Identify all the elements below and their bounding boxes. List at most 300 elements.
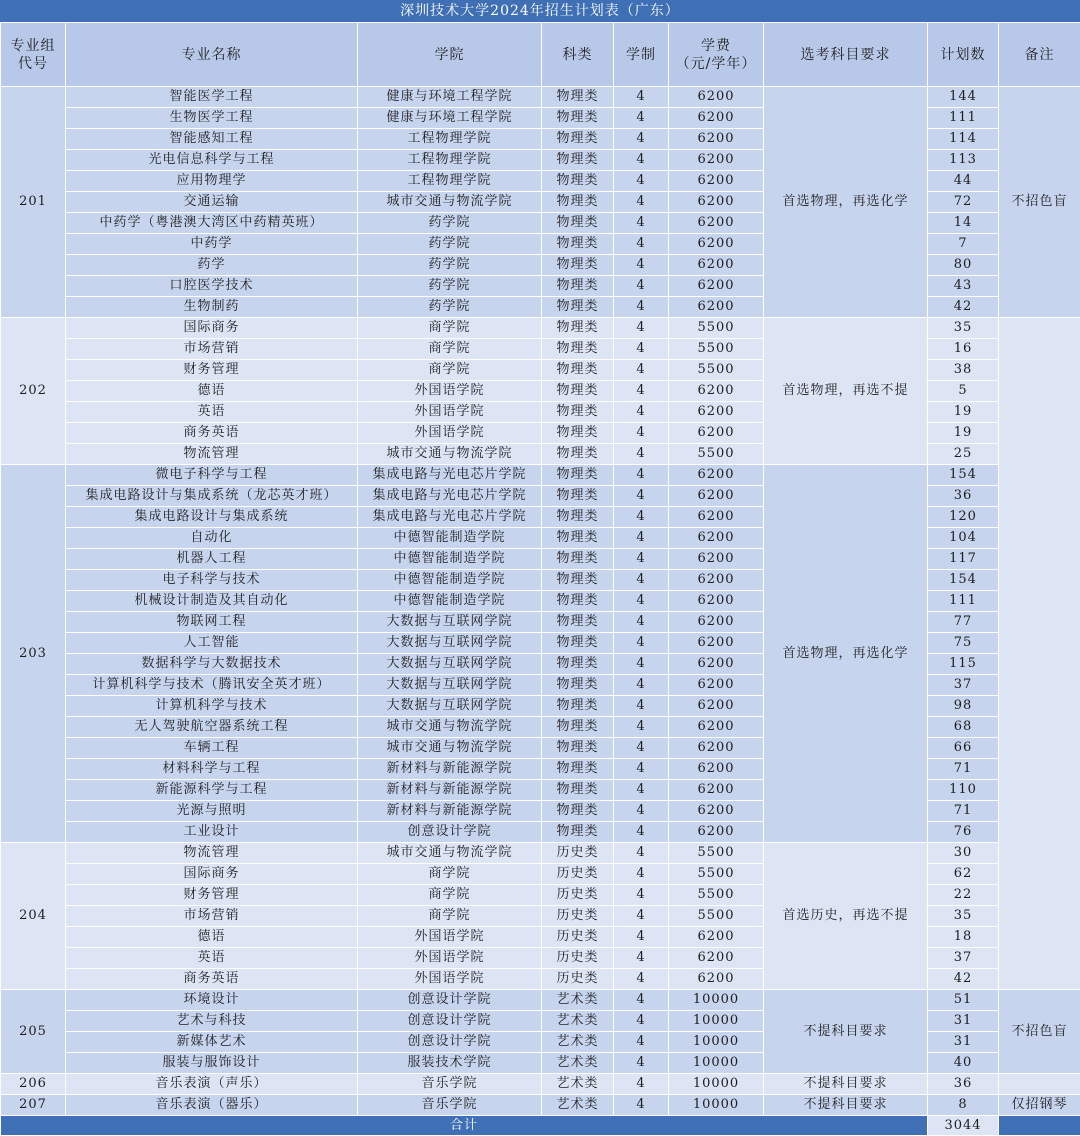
subjects-cell: 不提科目要求	[764, 1074, 928, 1095]
subjects-cell: 首选历史，再选不提	[764, 843, 928, 990]
fee-cell: 6200	[669, 486, 764, 507]
major-cell: 智能医学工程	[66, 87, 358, 108]
major-cell: 德语	[66, 381, 358, 402]
years-cell: 4	[614, 381, 669, 402]
category-cell: 历史类	[542, 864, 614, 885]
college-cell: 外国语学院	[358, 948, 542, 969]
major-cell: 无人驾驶航空器系统工程	[66, 717, 358, 738]
major-cell: 光电信息科学与工程	[66, 150, 358, 171]
header-college: 学院	[358, 23, 542, 87]
college-cell: 城市交通与物流学院	[358, 717, 542, 738]
college-cell: 中德智能制造学院	[358, 570, 542, 591]
category-cell: 物理类	[542, 675, 614, 696]
major-cell: 新能源科学与工程	[66, 780, 358, 801]
major-cell: 中药学（粤港澳大湾区中药精英班）	[66, 213, 358, 234]
plan-cell: 37	[928, 948, 999, 969]
subjects-cell: 首选物理，再选化学	[764, 87, 928, 318]
major-cell: 人工智能	[66, 633, 358, 654]
major-cell: 环境设计	[66, 990, 358, 1011]
years-cell: 4	[614, 486, 669, 507]
category-cell: 物理类	[542, 696, 614, 717]
years-cell: 4	[614, 906, 669, 927]
plan-cell: 31	[928, 1032, 999, 1053]
table-body	[1, 87, 1080, 1116]
plan-cell: 80	[928, 255, 999, 276]
fee-cell: 5500	[669, 906, 764, 927]
plan-cell: 144	[928, 87, 999, 108]
years-cell: 4	[614, 822, 669, 843]
plan-cell: 43	[928, 276, 999, 297]
years-cell: 4	[614, 1074, 669, 1095]
category-cell: 物理类	[542, 717, 614, 738]
group-code-cell: 202	[1, 318, 66, 465]
years-cell: 4	[614, 108, 669, 129]
major-cell: 服装与服饰设计	[66, 1053, 358, 1074]
subjects-cell: 不提科目要求	[764, 990, 928, 1074]
college-cell: 健康与环境工程学院	[358, 108, 542, 129]
college-cell: 大数据与互联网学院	[358, 654, 542, 675]
major-cell: 生物制药	[66, 297, 358, 318]
fee-cell: 6200	[669, 591, 764, 612]
college-cell: 城市交通与物流学院	[358, 192, 542, 213]
college-cell: 集成电路与光电芯片学院	[358, 507, 542, 528]
college-cell: 外国语学院	[358, 402, 542, 423]
major-cell: 电子科学与技术	[66, 570, 358, 591]
plan-cell: 42	[928, 297, 999, 318]
note-cell	[999, 318, 1080, 990]
category-cell: 物理类	[542, 87, 614, 108]
category-cell: 艺术类	[542, 1053, 614, 1074]
table-row	[1, 1074, 1080, 1095]
college-cell: 城市交通与物流学院	[358, 738, 542, 759]
fee-cell: 6200	[669, 717, 764, 738]
years-cell: 4	[614, 360, 669, 381]
years-cell: 4	[614, 549, 669, 570]
years-cell: 4	[614, 402, 669, 423]
plan-cell: 110	[928, 780, 999, 801]
years-cell: 4	[614, 969, 669, 990]
major-cell: 国际商务	[66, 318, 358, 339]
fee-cell: 6200	[669, 423, 764, 444]
major-cell: 数据科学与大数据技术	[66, 654, 358, 675]
category-cell: 物理类	[542, 549, 614, 570]
fee-cell: 6200	[669, 465, 764, 486]
college-cell: 工程物理学院	[358, 150, 542, 171]
college-cell: 工程物理学院	[358, 129, 542, 150]
plan-cell: 104	[928, 528, 999, 549]
plan-cell: 62	[928, 864, 999, 885]
fee-cell: 6200	[669, 969, 764, 990]
fee-cell: 6200	[669, 507, 764, 528]
note-cell	[999, 1074, 1080, 1095]
major-cell: 新媒体艺术	[66, 1032, 358, 1053]
category-cell: 物理类	[542, 444, 614, 465]
fee-cell: 6200	[669, 234, 764, 255]
category-cell: 物理类	[542, 255, 614, 276]
category-cell: 物理类	[542, 465, 614, 486]
fee-cell: 10000	[669, 1032, 764, 1053]
major-cell: 工业设计	[66, 822, 358, 843]
fee-cell: 6200	[669, 654, 764, 675]
group-code-cell: 203	[1, 465, 66, 843]
college-cell: 中德智能制造学院	[358, 591, 542, 612]
plan-cell: 8	[928, 1095, 999, 1116]
category-cell: 历史类	[542, 843, 614, 864]
table-row	[1, 318, 1080, 339]
category-cell: 物理类	[542, 108, 614, 129]
table-row	[1, 843, 1080, 864]
major-cell: 商务英语	[66, 423, 358, 444]
college-cell: 创意设计学院	[358, 990, 542, 1011]
table-row	[1, 465, 1080, 486]
college-cell: 新材料与新能源学院	[358, 780, 542, 801]
category-cell: 物理类	[542, 213, 614, 234]
note-cell: 不招色盲	[999, 990, 1080, 1074]
major-cell: 物流管理	[66, 444, 358, 465]
years-cell: 4	[614, 675, 669, 696]
years-cell: 4	[614, 759, 669, 780]
plan-cell: 38	[928, 360, 999, 381]
years-cell: 4	[614, 738, 669, 759]
years-cell: 4	[614, 1095, 669, 1116]
group-code-cell: 205	[1, 990, 66, 1074]
plan-cell: 18	[928, 927, 999, 948]
major-cell: 英语	[66, 402, 358, 423]
major-cell: 中药学	[66, 234, 358, 255]
years-cell: 4	[614, 948, 669, 969]
category-cell: 物理类	[542, 486, 614, 507]
fee-cell: 5500	[669, 843, 764, 864]
fee-cell: 5500	[669, 864, 764, 885]
plan-cell: 16	[928, 339, 999, 360]
college-cell: 中德智能制造学院	[358, 549, 542, 570]
fee-cell: 6200	[669, 570, 764, 591]
plan-cell: 111	[928, 591, 999, 612]
plan-cell: 14	[928, 213, 999, 234]
major-cell: 国际商务	[66, 864, 358, 885]
category-cell: 物理类	[542, 360, 614, 381]
plan-cell: 115	[928, 654, 999, 675]
years-cell: 4	[614, 276, 669, 297]
plan-cell: 40	[928, 1053, 999, 1074]
plan-cell: 19	[928, 402, 999, 423]
category-cell: 物理类	[542, 423, 614, 444]
header-row	[1, 23, 1080, 87]
years-cell: 4	[614, 150, 669, 171]
college-cell: 外国语学院	[358, 927, 542, 948]
years-cell: 4	[614, 696, 669, 717]
college-cell: 创意设计学院	[358, 1011, 542, 1032]
subjects-cell: 首选物理，再选化学	[764, 465, 928, 843]
college-cell: 大数据与互联网学院	[358, 696, 542, 717]
fee-cell: 6200	[669, 612, 764, 633]
college-cell: 大数据与互联网学院	[358, 675, 542, 696]
years-cell: 4	[614, 297, 669, 318]
plan-cell: 51	[928, 990, 999, 1011]
category-cell: 物理类	[542, 507, 614, 528]
years-cell: 4	[614, 990, 669, 1011]
plan-cell: 37	[928, 675, 999, 696]
plan-cell: 7	[928, 234, 999, 255]
college-cell: 城市交通与物流学院	[358, 843, 542, 864]
college-cell: 商学院	[358, 885, 542, 906]
major-cell: 物流管理	[66, 843, 358, 864]
years-cell: 4	[614, 423, 669, 444]
category-cell: 历史类	[542, 885, 614, 906]
major-cell: 计算机科学与技术（腾讯安全英才班）	[66, 675, 358, 696]
category-cell: 物理类	[542, 822, 614, 843]
plan-cell: 77	[928, 612, 999, 633]
major-cell: 机器人工程	[66, 549, 358, 570]
college-cell: 药学院	[358, 213, 542, 234]
college-cell: 集成电路与光电芯片学院	[358, 465, 542, 486]
college-cell: 中德智能制造学院	[358, 528, 542, 549]
years-cell: 4	[614, 843, 669, 864]
college-cell: 城市交通与物流学院	[358, 444, 542, 465]
major-cell: 德语	[66, 927, 358, 948]
college-cell: 药学院	[358, 297, 542, 318]
header-major: 专业名称	[66, 23, 358, 87]
fee-cell: 6200	[669, 801, 764, 822]
major-cell: 药学	[66, 255, 358, 276]
total-label: 合计	[1, 1116, 928, 1136]
years-cell: 4	[614, 1053, 669, 1074]
fee-cell: 5500	[669, 318, 764, 339]
major-cell: 智能感知工程	[66, 129, 358, 150]
category-cell: 艺术类	[542, 1095, 614, 1116]
major-cell: 集成电路设计与集成系统	[66, 507, 358, 528]
major-cell: 口腔医学技术	[66, 276, 358, 297]
category-cell: 物理类	[542, 171, 614, 192]
plan-cell: 31	[928, 1011, 999, 1032]
years-cell: 4	[614, 801, 669, 822]
plan-cell: 68	[928, 717, 999, 738]
category-cell: 物理类	[542, 633, 614, 654]
college-cell: 服装技术学院	[358, 1053, 542, 1074]
college-cell: 新材料与新能源学院	[358, 759, 542, 780]
years-cell: 4	[614, 1011, 669, 1032]
plan-cell: 5	[928, 381, 999, 402]
plan-cell: 36	[928, 1074, 999, 1095]
college-cell: 新材料与新能源学院	[358, 801, 542, 822]
major-cell: 机械设计制造及其自动化	[66, 591, 358, 612]
major-cell: 生物医学工程	[66, 108, 358, 129]
years-cell: 4	[614, 570, 669, 591]
fee-cell: 10000	[669, 1011, 764, 1032]
college-cell: 工程物理学院	[358, 171, 542, 192]
major-cell: 物联网工程	[66, 612, 358, 633]
major-cell: 应用物理学	[66, 171, 358, 192]
plan-cell: 98	[928, 696, 999, 717]
category-cell: 物理类	[542, 591, 614, 612]
category-cell: 物理类	[542, 381, 614, 402]
major-cell: 音乐表演（声乐）	[66, 1074, 358, 1095]
plan-cell: 25	[928, 444, 999, 465]
years-cell: 4	[614, 528, 669, 549]
college-cell: 商学院	[358, 360, 542, 381]
total-row	[1, 1116, 1080, 1136]
category-cell: 物理类	[542, 192, 614, 213]
category-cell: 历史类	[542, 906, 614, 927]
years-cell: 4	[614, 507, 669, 528]
category-cell: 艺术类	[542, 1074, 614, 1095]
category-cell: 物理类	[542, 780, 614, 801]
years-cell: 4	[614, 633, 669, 654]
college-cell: 集成电路与光电芯片学院	[358, 486, 542, 507]
fee-cell: 10000	[669, 1095, 764, 1116]
major-cell: 音乐表演（器乐）	[66, 1095, 358, 1116]
college-cell: 健康与环境工程学院	[358, 87, 542, 108]
major-cell: 车辆工程	[66, 738, 358, 759]
years-cell: 4	[614, 717, 669, 738]
plan-cell: 30	[928, 843, 999, 864]
years-cell: 4	[614, 318, 669, 339]
table-row	[1, 1095, 1080, 1116]
fee-cell: 6200	[669, 948, 764, 969]
table-row	[1, 87, 1080, 108]
header-plan: 计划数	[928, 23, 999, 87]
category-cell: 物理类	[542, 276, 614, 297]
college-cell: 商学院	[358, 318, 542, 339]
fee-cell: 5500	[669, 444, 764, 465]
fee-cell: 6200	[669, 255, 764, 276]
fee-cell: 6200	[669, 549, 764, 570]
plan-cell: 75	[928, 633, 999, 654]
plan-cell: 113	[928, 150, 999, 171]
category-cell: 物理类	[542, 129, 614, 150]
years-cell: 4	[614, 612, 669, 633]
fee-cell: 6200	[669, 759, 764, 780]
header-years: 学制	[614, 23, 669, 87]
plan-cell: 76	[928, 822, 999, 843]
major-cell: 计算机科学与技术	[66, 696, 358, 717]
category-cell: 物理类	[542, 234, 614, 255]
category-cell: 物理类	[542, 654, 614, 675]
fee-cell: 6200	[669, 696, 764, 717]
page-title: 深圳技术大学2024年招生计划表（广东）	[0, 0, 1080, 22]
years-cell: 4	[614, 213, 669, 234]
group-code-cell: 201	[1, 87, 66, 318]
subjects-cell: 首选物理，再选不提	[764, 318, 928, 465]
years-cell: 4	[614, 780, 669, 801]
fee-cell: 6200	[669, 633, 764, 654]
category-cell: 物理类	[542, 402, 614, 423]
fee-cell: 6200	[669, 780, 764, 801]
major-cell: 集成电路设计与集成系统（龙芯英才班）	[66, 486, 358, 507]
fee-cell: 10000	[669, 1074, 764, 1095]
years-cell: 4	[614, 255, 669, 276]
college-cell: 药学院	[358, 276, 542, 297]
college-cell: 外国语学院	[358, 969, 542, 990]
fee-cell: 6200	[669, 528, 764, 549]
header-subjects: 选考科目要求	[764, 23, 928, 87]
plan-cell: 154	[928, 465, 999, 486]
fee-cell: 6200	[669, 381, 764, 402]
category-cell: 历史类	[542, 948, 614, 969]
category-cell: 物理类	[542, 570, 614, 591]
plan-cell: 120	[928, 507, 999, 528]
subjects-cell: 不提科目要求	[764, 1095, 928, 1116]
college-cell: 大数据与互联网学院	[358, 612, 542, 633]
plan-cell: 111	[928, 108, 999, 129]
header-category: 科类	[542, 23, 614, 87]
category-cell: 物理类	[542, 801, 614, 822]
enrollment-plan-table	[0, 22, 1080, 1136]
plan-cell: 66	[928, 738, 999, 759]
plan-cell: 44	[928, 171, 999, 192]
fee-cell: 6200	[669, 192, 764, 213]
years-cell: 4	[614, 171, 669, 192]
category-cell: 物理类	[542, 297, 614, 318]
category-cell: 历史类	[542, 927, 614, 948]
category-cell: 物理类	[542, 339, 614, 360]
fee-cell: 6200	[669, 150, 764, 171]
years-cell: 4	[614, 129, 669, 150]
years-cell: 4	[614, 465, 669, 486]
years-cell: 4	[614, 927, 669, 948]
header-group-code: 专业组 代号	[1, 23, 66, 87]
college-cell: 外国语学院	[358, 423, 542, 444]
major-cell: 市场营销	[66, 339, 358, 360]
header-fee: 学费 （元/学年）	[669, 23, 764, 87]
years-cell: 4	[614, 339, 669, 360]
category-cell: 物理类	[542, 612, 614, 633]
fee-cell: 6200	[669, 402, 764, 423]
major-cell: 市场营销	[66, 906, 358, 927]
plan-cell: 35	[928, 906, 999, 927]
fee-cell: 6200	[669, 108, 764, 129]
total-note	[999, 1116, 1080, 1136]
years-cell: 4	[614, 87, 669, 108]
plan-cell: 35	[928, 318, 999, 339]
fee-cell: 6200	[669, 213, 764, 234]
years-cell: 4	[614, 591, 669, 612]
major-cell: 材料科学与工程	[66, 759, 358, 780]
plan-cell: 22	[928, 885, 999, 906]
category-cell: 物理类	[542, 318, 614, 339]
years-cell: 4	[614, 1032, 669, 1053]
fee-cell: 10000	[669, 990, 764, 1011]
category-cell: 历史类	[542, 969, 614, 990]
plan-cell: 19	[928, 423, 999, 444]
plan-cell: 117	[928, 549, 999, 570]
fee-cell: 6200	[669, 171, 764, 192]
plan-cell: 71	[928, 759, 999, 780]
major-cell: 微电子科学与工程	[66, 465, 358, 486]
plan-cell: 72	[928, 192, 999, 213]
college-cell: 商学院	[358, 339, 542, 360]
fee-cell: 5500	[669, 360, 764, 381]
major-cell: 光源与照明	[66, 801, 358, 822]
years-cell: 4	[614, 654, 669, 675]
category-cell: 艺术类	[542, 1032, 614, 1053]
category-cell: 艺术类	[542, 1011, 614, 1032]
group-code-cell: 206	[1, 1074, 66, 1095]
category-cell: 物理类	[542, 759, 614, 780]
category-cell: 物理类	[542, 528, 614, 549]
major-cell: 自动化	[66, 528, 358, 549]
plan-cell: 42	[928, 969, 999, 990]
years-cell: 4	[614, 234, 669, 255]
years-cell: 4	[614, 444, 669, 465]
group-code-cell: 204	[1, 843, 66, 990]
college-cell: 音乐学院	[358, 1095, 542, 1116]
note-cell: 仅招钢琴	[999, 1095, 1080, 1116]
fee-cell: 6200	[669, 129, 764, 150]
college-cell: 创意设计学院	[358, 1032, 542, 1053]
fee-cell: 5500	[669, 339, 764, 360]
fee-cell: 6200	[669, 927, 764, 948]
